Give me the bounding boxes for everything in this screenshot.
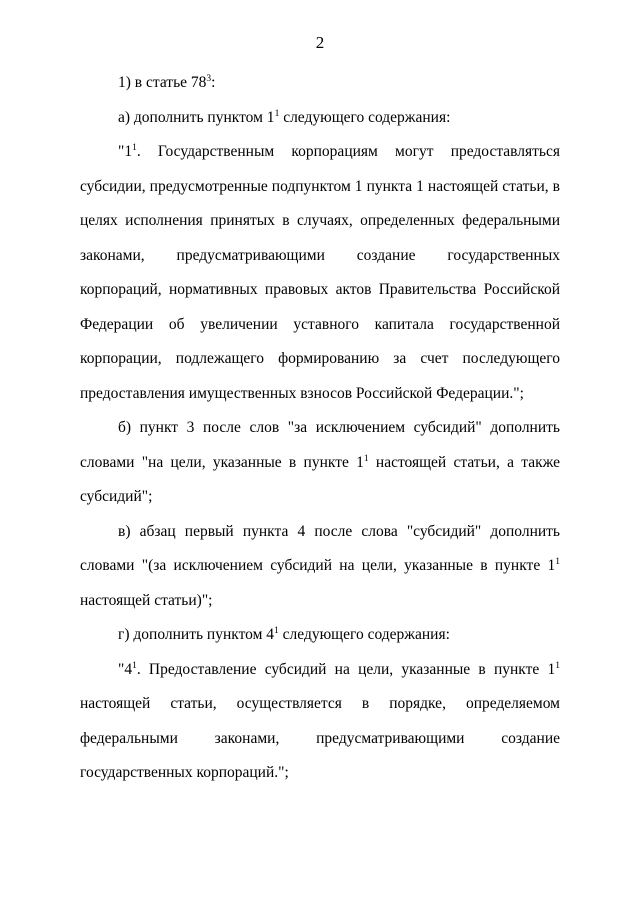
superscript: 1 (132, 143, 137, 153)
superscript: 1 (132, 660, 137, 671)
superscript: 1 (274, 626, 279, 636)
subitem-a-text: а) дополнить пунктом 1 (118, 108, 275, 126)
point-1-1-quote (80, 135, 560, 411)
subitem-a-text-end: следующего содержания: (279, 108, 451, 126)
superscript: 1 (363, 453, 369, 464)
subitem-v-paragraph (80, 515, 560, 619)
item-1-paragraph (80, 66, 560, 101)
superscript: 1 (555, 557, 560, 567)
item-1-text: 1) в статье 78 (118, 74, 207, 91)
point-4-1-text-end: настоящей статьи, осуществляется в порядке, определяемом федеральными законами, предусматривающими создание государственных корпораций."; (80, 695, 560, 781)
superscript: 3 (206, 74, 212, 84)
document-body (80, 66, 560, 791)
quote-start: "1 (118, 143, 133, 160)
page-number: 2 (315, 33, 325, 52)
subitem-b-text-end: настоящей статьи, а также субсидий"; (80, 453, 560, 505)
subitem-b-text: б) пункт 3 после слов "за исключением субсидий" дополнить словами "на цели, указанные в пункте 1 (80, 419, 560, 471)
subitem-b-paragraph (80, 411, 560, 515)
subitem-g-paragraph (80, 618, 560, 653)
quote-start: "4 (118, 660, 133, 678)
subitem-g-text-end: следующего содержания: (278, 626, 450, 643)
point-1-1-text: . Государственным корпорациям могут предоставляться субсидии, предусмотренные подпунктом 1 пункта 1 настоящей статьи, в целях исполнения принятых в случаях, определенных федеральными законами, предусматривающими создание государственных корпораций, нормативных правовых актов Правительства Российской Федерации об увеличении уставного капитала государственной корпорации, подлежащего формированию за счет последующего предоставления имущественных взносов Российской Федерации."; (80, 143, 560, 402)
subitem-v-text: в) абзац первый пункта 4 после слова "субсидий" дополнить словами "(за исключением субсидий на цели, указанные в пункте 1 (80, 522, 560, 574)
point-4-1-quote (80, 653, 560, 791)
superscript: 1 (555, 660, 560, 671)
point-4-1-text: . Предоставление субсидий на цели, указанные в пункте 1 (136, 660, 556, 678)
superscript: 1 (274, 108, 280, 119)
subitem-v-text-end: настоящей статьи)"; (80, 591, 213, 609)
item-1-text-end: : (211, 74, 216, 91)
subitem-a-paragraph (80, 101, 560, 136)
subitem-g-text: г) дополнить пунктом 4 (118, 626, 275, 643)
